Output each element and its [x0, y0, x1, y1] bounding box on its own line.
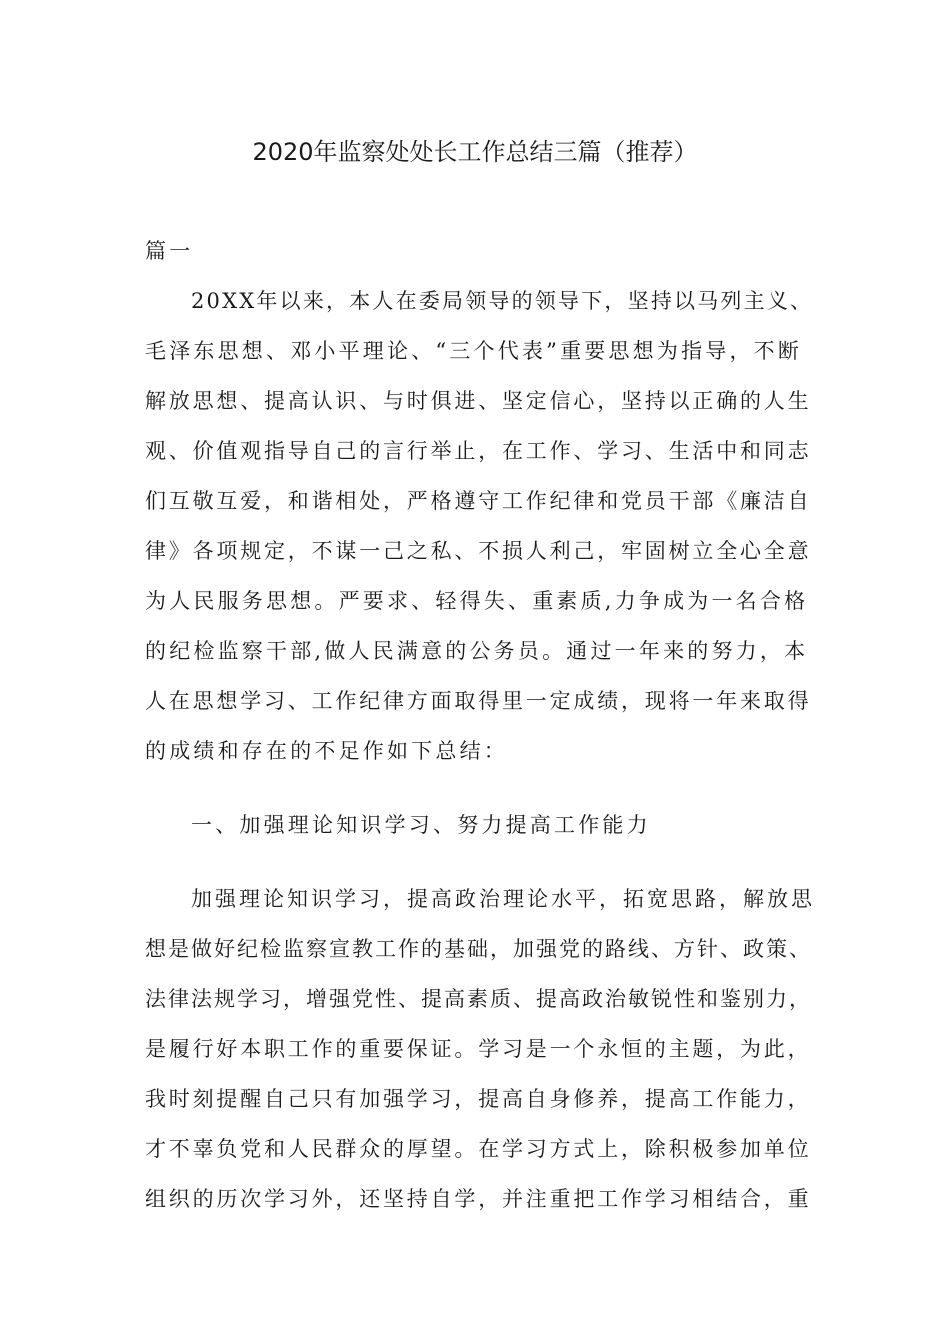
paragraph-line: 才不辜负党和人民群众的厚望。在学习方式上，除积极参加单位: [145, 1137, 812, 1161]
paragraph-line: 法律法规学习，增强党性、提高素质、提高政治敏锐性和鉴别力，: [145, 987, 812, 1011]
paragraph-line: 我时刻提醒自己只有加强学习，提高自身修养，提高工作能力，: [145, 1087, 812, 1111]
paragraph-line: 为人民服务思想。严要求、轻得失、重素质,力争成为一名合格: [145, 589, 809, 613]
paragraph-line: 毛泽东思想、邓小平理论、“三个代表”重要思想为指导，不断: [145, 339, 803, 363]
paragraph-line: 人在思想学习、工作纪律方面取得里一定成绩，现将一年来取得: [145, 689, 812, 713]
paragraph-line: 想是做好纪检监察宣教工作的基础，加强党的路线、方针、政策、: [145, 937, 812, 961]
section-label: 篇一: [145, 239, 194, 263]
paragraph-line: 20XX年以来，本人在委局领导的领导下，坚持以马列主义、: [191, 289, 814, 313]
paragraph-line: 观、价值观指导自己的言行举止，在工作、学习、生活中和同志: [145, 439, 812, 463]
paragraph-line: 律》各项规定，不谋一己之私、不损人利己，牢固树立全心全意: [145, 539, 812, 563]
paragraph-line: 是履行好本职工作的重要保证。学习是一个永恒的主题，为此，: [145, 1037, 812, 1061]
document-title: 2020年监察处处长工作总结三篇（推荐）: [252, 138, 698, 166]
paragraph-line: 组织的历次学习外，还坚持自学，并注重把工作学习相结合，重: [145, 1187, 812, 1211]
paragraph-line: 解放思想、提高认识、与时俱进、坚定信心，坚持以正确的人生: [145, 389, 812, 413]
paragraph-line: 加强理论知识学习，提高政治理论水平，拓宽思路，解放思: [191, 887, 815, 911]
paragraph-line: 的纪检监察干部,做人民满意的公务员。通过一年来的努力，本: [145, 639, 809, 663]
paragraph-line: 的成绩和存在的不足作如下总结：: [145, 739, 508, 763]
paragraph-line: 们互敬互爱，和谐相处，严格遵守工作纪律和党员干部《廉洁自: [145, 489, 812, 513]
section-heading: 一、加强理论知识学习、努力提高工作能力: [191, 813, 651, 837]
